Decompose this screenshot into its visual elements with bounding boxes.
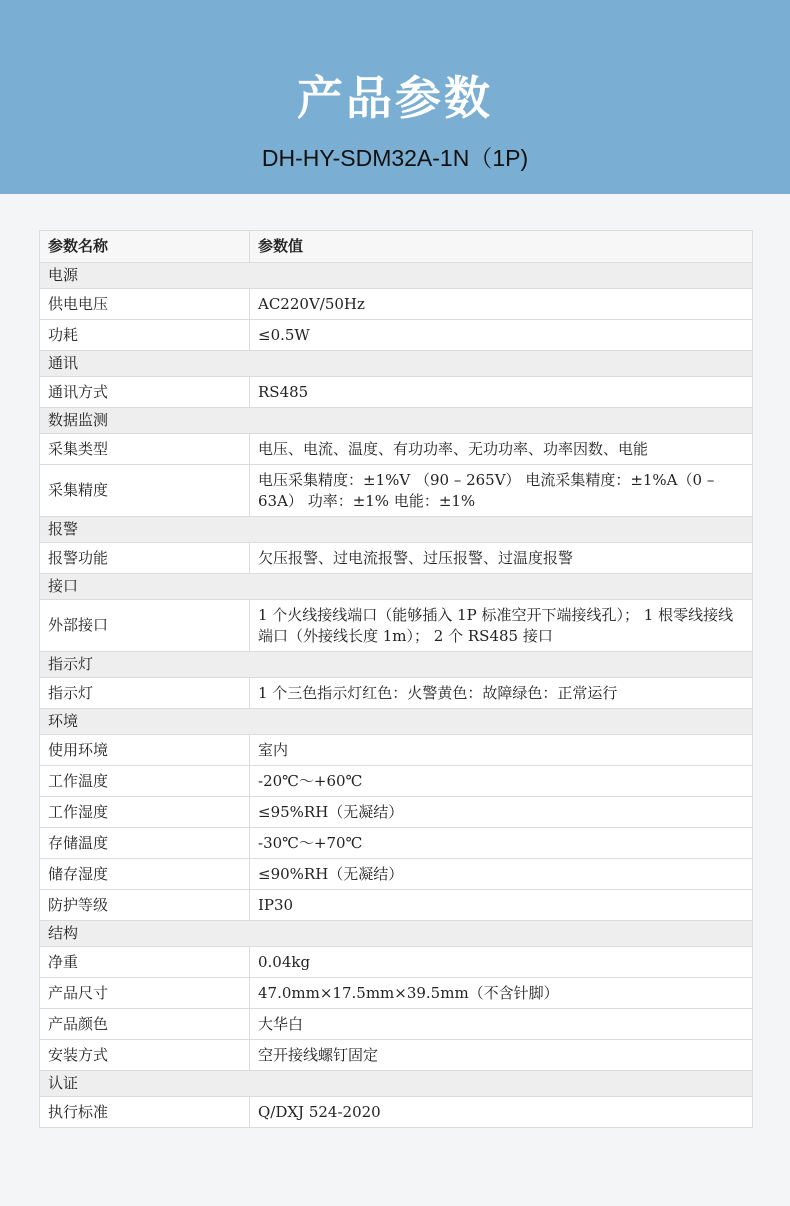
category-row (40, 709, 753, 735)
param-value: 室内 (250, 735, 753, 766)
header-banner (0, 0, 790, 194)
table-row (40, 289, 753, 320)
param-value: -20℃～+60℃ (250, 766, 753, 797)
category-label: 接口 (40, 574, 753, 600)
product-model: DH-HY-SDM32A-1N（1P) (261, 145, 529, 171)
table-row (40, 600, 753, 652)
spec-table (39, 230, 753, 1128)
param-name: 外部接口 (40, 600, 250, 652)
param-name: 安装方式 (40, 1040, 250, 1071)
category-label: 指示灯 (40, 652, 753, 678)
table-row (40, 828, 753, 859)
table-row (40, 735, 753, 766)
param-value: 空开接线螺钉固定 (250, 1040, 753, 1071)
table-row (40, 797, 753, 828)
header-param-name: 参数名称 (40, 231, 250, 263)
param-name: 功耗 (40, 320, 250, 351)
param-name: 指示灯 (40, 678, 250, 709)
param-name: 执行标准 (40, 1097, 250, 1128)
category-row (40, 517, 753, 543)
param-value: ≤95%RH（无凝结） (250, 797, 753, 828)
category-label: 报警 (40, 517, 753, 543)
param-name: 工作湿度 (40, 797, 250, 828)
table-row (40, 1097, 753, 1128)
spec-table-container (39, 230, 752, 1128)
table-header-row (40, 231, 753, 263)
param-name: 产品颜色 (40, 1009, 250, 1040)
param-name: 防护等级 (40, 890, 250, 921)
category-row (40, 574, 753, 600)
param-value: 电压、电流、温度、有功功率、无功功率、功率因数、电能 (250, 434, 753, 465)
param-value: RS485 (250, 377, 753, 408)
spec-table-body (40, 231, 753, 1128)
table-row (40, 859, 753, 890)
param-name: 报警功能 (40, 543, 250, 574)
param-name: 工作温度 (40, 766, 250, 797)
table-row (40, 978, 753, 1009)
page-title: 产品参数 (297, 71, 493, 125)
table-row (40, 377, 753, 408)
category-row (40, 652, 753, 678)
param-name: 通讯方式 (40, 377, 250, 408)
param-value: ≤90%RH（无凝结） (250, 859, 753, 890)
category-label: 环境 (40, 709, 753, 735)
param-value: -30℃～+70℃ (250, 828, 753, 859)
table-row (40, 947, 753, 978)
category-row (40, 351, 753, 377)
param-name: 储存湿度 (40, 859, 250, 890)
param-value: 1 个火线接线端口（能够插入 1P 标准空开下端接线孔）； 1 根零线接线端口（外接线长度 1m）； 2 个 RS485 接口 (250, 600, 753, 652)
table-row (40, 1040, 753, 1071)
param-name: 存储温度 (40, 828, 250, 859)
category-row (40, 921, 753, 947)
param-name: 产品尺寸 (40, 978, 250, 1009)
table-row (40, 890, 753, 921)
category-label: 结构 (40, 921, 753, 947)
param-name: 净重 (40, 947, 250, 978)
param-value: 0.04kg (250, 947, 753, 978)
category-row (40, 408, 753, 434)
param-name: 采集精度 (40, 465, 250, 517)
category-row (40, 1071, 753, 1097)
table-row (40, 543, 753, 574)
param-value: Q/DXJ 524-2020 (250, 1097, 753, 1128)
header-param-value: 参数值 (250, 231, 753, 263)
table-row (40, 465, 753, 517)
param-value: 1 个三色指示灯红色：火警黄色：故障绿色：正常运行 (250, 678, 753, 709)
category-label: 通讯 (40, 351, 753, 377)
param-name: 采集类型 (40, 434, 250, 465)
table-row (40, 434, 753, 465)
category-row (40, 263, 753, 289)
param-value: AC220V/50Hz (250, 289, 753, 320)
param-value: 47.0mm×17.5mm×39.5mm（不含针脚） (250, 978, 753, 1009)
param-value: 电压采集精度：±1%V （90 – 265V） 电流采集精度：±1%A（0 – 63A） 功率：±1% 电能：±1% (250, 465, 753, 517)
param-value: 欠压报警、过电流报警、过压报警、过温度报警 (250, 543, 753, 574)
table-row (40, 320, 753, 351)
param-name: 供电电压 (40, 289, 250, 320)
category-label: 电源 (40, 263, 753, 289)
param-value: ≤0.5W (250, 320, 753, 351)
table-row (40, 678, 753, 709)
param-value: IP30 (250, 890, 753, 921)
param-value: 大华白 (250, 1009, 753, 1040)
category-label: 数据监测 (40, 408, 753, 434)
table-row (40, 1009, 753, 1040)
param-name: 使用环境 (40, 735, 250, 766)
table-row (40, 766, 753, 797)
category-label: 认证 (40, 1071, 753, 1097)
